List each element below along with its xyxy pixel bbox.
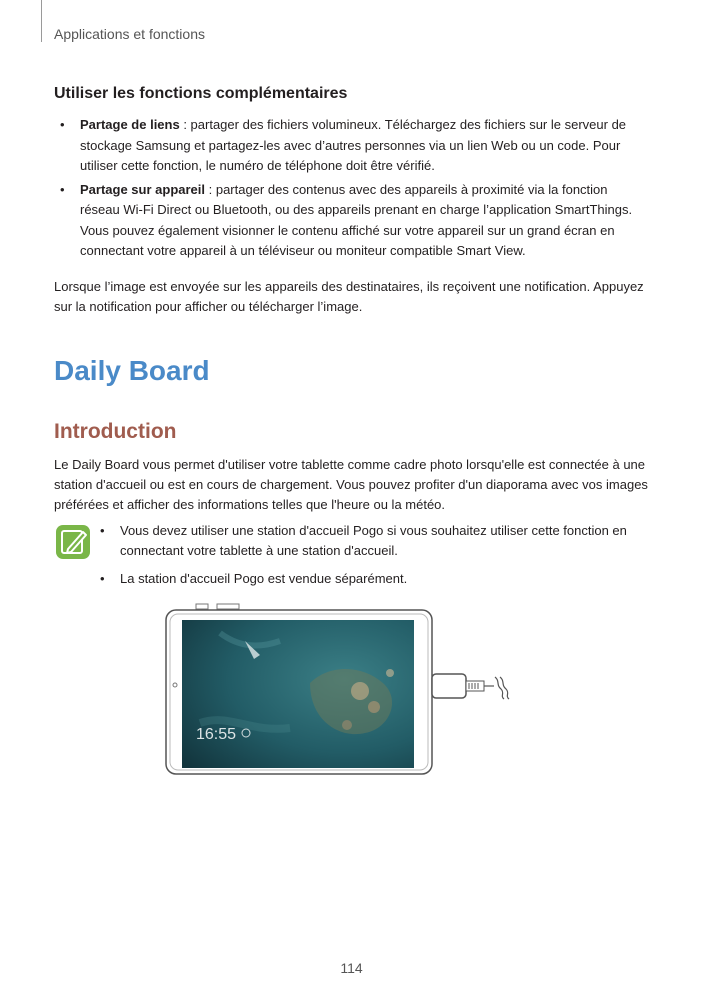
item-term: Partage sur appareil — [80, 181, 205, 197]
note-text: Vous devez utiliser une station d'accueil Pogo si vous souhaitez utiliser cette fonction en connectant votre tablette à une station d'accueil. — [120, 523, 627, 558]
note-text: La station d'accueil Pogo est vendue séparément. — [120, 571, 408, 586]
bullet-icon: • — [100, 523, 105, 538]
feature-list — [60, 115, 650, 265]
intro-paragraph: Le Daily Board vous permet d'utiliser votre tablette comme cadre photo lorsqu'elle est connectée à une station d'accueil ou est en cours de chargement. Vous pouvez profiter d'un diaporama avec vos images préférées et afficher des informations telles que l'heure ou la météo. — [54, 457, 648, 512]
bullet-icon: • — [60, 181, 65, 197]
chapter-title: Daily Board — [54, 355, 210, 386]
list-item — [60, 180, 650, 262]
body-paragraph: Lorsque l’image est envoyée sur les appareils des destinataires, ils reçoivent une notification. Appuyez sur la notification pour afficher ou télécharger l’image. — [54, 279, 644, 314]
item-term: Partage de liens — [80, 117, 180, 132]
section-subheading: Utiliser les fonctions complémentaires — [54, 85, 348, 102]
section-heading: Introduction — [54, 420, 177, 443]
tablet-illustration — [160, 603, 520, 778]
note-item — [100, 569, 650, 589]
bullet-icon: • — [100, 571, 105, 586]
item-text: : partager des contenus avec des appareils à proximité via la fonction réseau Wi-Fi Direct ou Bluetooth, ou des appareils prenant en charge l’application SmartThings. Vous pouvez également visionner le contenu affiché sur votre appareil sur un grand écran en connectant votre appareil à un téléviseur ou moniteur compatible Smart View. — [80, 181, 633, 258]
note-item — [100, 521, 650, 561]
page-number: 114 — [340, 960, 363, 976]
running-header: Applications et fonctions — [54, 26, 205, 42]
note-list — [100, 521, 650, 597]
bullet-icon: • — [60, 117, 65, 132]
header-rule — [41, 0, 42, 42]
list-item — [60, 115, 650, 177]
note-pencil-icon — [55, 524, 91, 560]
item-text: : partager des fichiers volumineux. Téléchargez des fichiers sur le serveur de stockage Samsung et partagez-les avec d’autres personnes via un lien Web ou un code. Pour utiliser cette fonction, le numéro de téléphone doit être vérifié. — [80, 117, 627, 173]
screen-clock: 16:55 — [196, 726, 237, 743]
